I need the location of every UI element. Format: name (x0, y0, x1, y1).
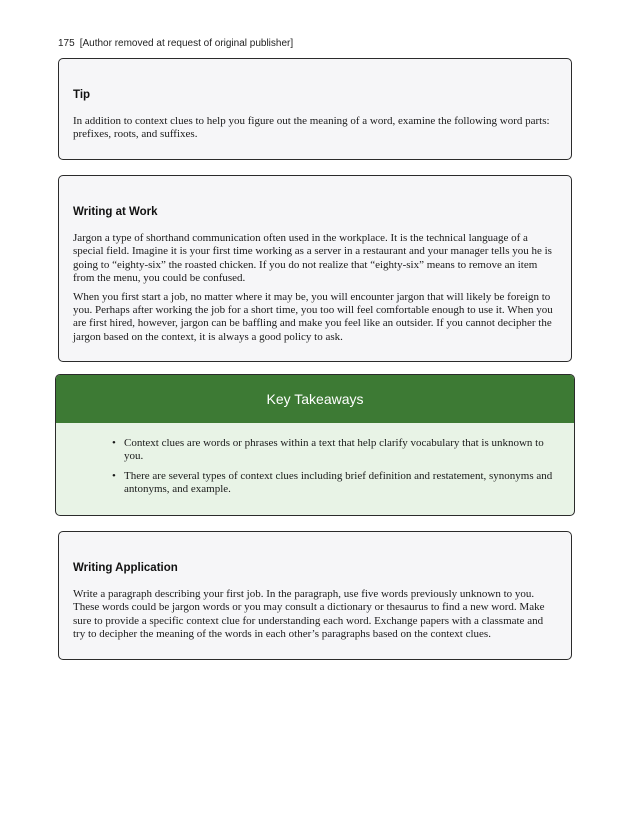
running-title: [Author removed at request of original publisher] (79, 38, 294, 49)
writing-application-title: Writing Application (73, 562, 178, 574)
key-takeaways-list (56, 423, 574, 497)
key-takeaways-title: Key Takeaways (266, 391, 364, 407)
writing-at-work-box (58, 175, 572, 362)
key-takeaways-box (55, 374, 575, 516)
tip-body: In addition to context clues to help you figure out the meaning of a word, examine the following word parts: prefixes, roots, and suffixes. (73, 115, 550, 141)
writing-at-work-paragraph: When you first start a job, no matter where it may be, you will encounter jargon that will likely be foreign to you. Perhaps after working the job for a short time, you too will feel comfortable enough to use it. When you are first hired, however, jargon can be baffling and make you feel like an outsider. If you cannot decipher the jargon based on the context, it is always a good policy to ask. (73, 290, 553, 343)
tip-title: Tip (73, 89, 91, 101)
page-header (58, 38, 293, 49)
writing-application-box (58, 531, 572, 660)
writing-at-work-title: Writing at Work (73, 206, 158, 218)
writing-at-work-paragraph: Jargon a type of shorthand communication often used in the workplace. It is the technical language of a special field. Imagine it is your first time working as a server in a restaurant and your manager tells you he is going to “eighty-six” the roasted chicken. If you do not realize that “eighty-six” means to remove an item from the menu, you could be confused. (73, 232, 552, 285)
tip-box (58, 58, 572, 160)
takeaway-text: There are several types of context clues including brief definition and restatement, synonyms and antonyms, and example. (124, 469, 553, 496)
takeaway-text: Context clues are words or phrases within a text that help clarify vocabulary that is unknown to you. (124, 437, 544, 463)
key-takeaways-header (56, 375, 574, 423)
bullet-icon: • (112, 437, 116, 449)
list-item (112, 437, 562, 464)
list-item (112, 469, 562, 497)
writing-application-body: Write a paragraph describing your first job. In the paragraph, use five words previously unknown to you. These words could be jargon words or you may consult a dictionary or thesaurus to find a new word. Make sure to provide a specific context clue for understanding each word. Exchange papers with a classmate and try to decipher the meaning of the words in each other’s paragraphs based on the context clues. (73, 588, 545, 641)
page-number: 175 (58, 38, 75, 49)
bullet-icon: • (112, 469, 116, 482)
